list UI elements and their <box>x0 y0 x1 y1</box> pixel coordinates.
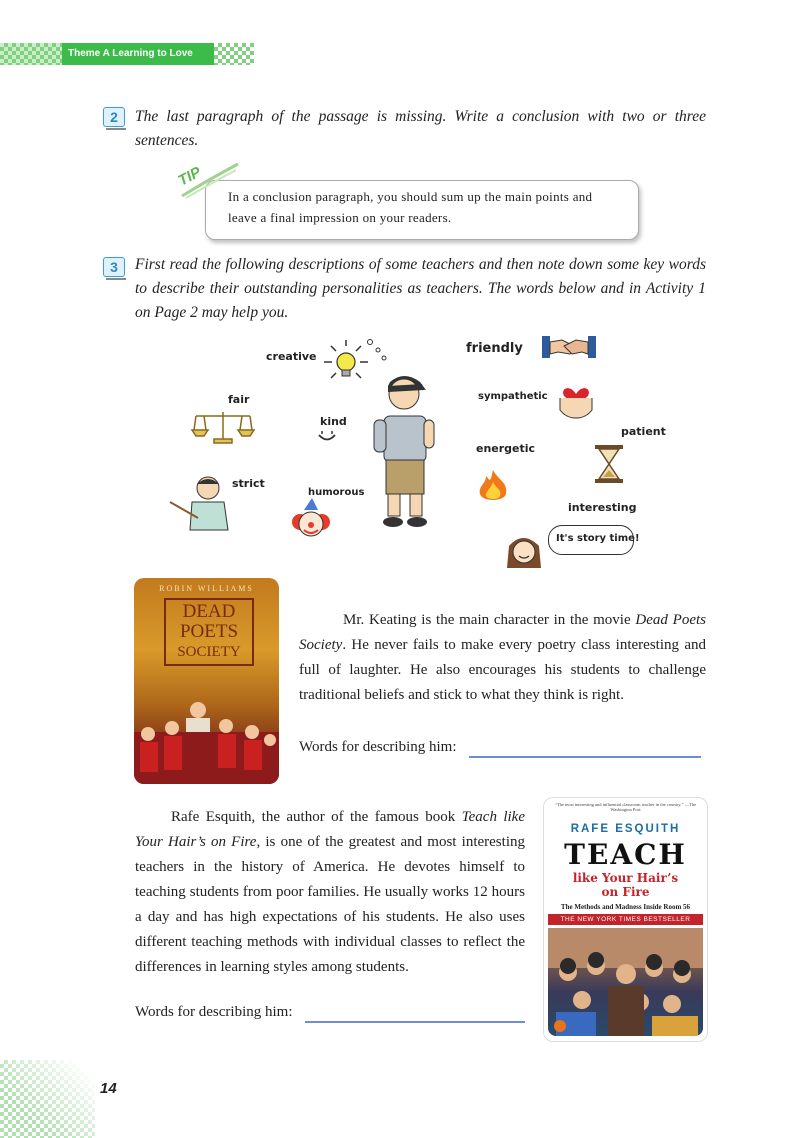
cover-methods: The Methods and Madness Inside Room 56 <box>560 903 691 911</box>
dead-poets-society-cover <box>134 578 279 784</box>
word-creative: creative <box>266 350 317 363</box>
activity-2-number: 2 <box>103 107 125 127</box>
heart-hands-icon <box>556 380 596 420</box>
cover-subtitle: like Your Hair’s on Fire <box>572 871 679 899</box>
tip-tag: TIP <box>175 163 204 190</box>
hourglass-icon <box>594 444 624 484</box>
word-strict: strict <box>232 477 265 490</box>
cover-classroom-photo <box>548 928 703 1036</box>
keating-words-label: Words for describing him: <box>299 739 457 755</box>
header-checker-tail <box>214 43 254 65</box>
word-humorous: humorous <box>308 487 365 498</box>
keating-answer-line[interactable] <box>469 756 701 758</box>
scales-icon <box>190 408 256 444</box>
word-energetic: energetic <box>476 442 536 455</box>
teach-like-your-hairs-on-fire-cover <box>543 797 708 1042</box>
thinking-boy-icon <box>366 368 438 534</box>
cover-title: TEACH <box>564 838 687 871</box>
cover-students-image <box>134 698 279 784</box>
word-interesting: interesting <box>568 501 637 514</box>
girl-storyteller-icon <box>503 532 545 572</box>
strict-teacher-icon <box>168 474 238 532</box>
footer-checker-pattern <box>0 1060 95 1138</box>
word-sympathetic: sympathetic <box>478 391 548 402</box>
clown-icon <box>288 498 332 542</box>
cover-bestseller-banner: THE NEW YORK TIMES BESTSELLER <box>548 914 703 925</box>
esquith-answer-line[interactable] <box>305 1021 525 1023</box>
word-friendly: friendly <box>466 341 523 356</box>
activity-3-number: 3 <box>103 257 125 277</box>
esquith-words-label: Words for describing him: <box>135 1004 293 1020</box>
activity-2-instruction: The last paragraph of the passage is missing. Write a conclusion with two or three sentences. <box>135 108 706 149</box>
cover-title: DEAD POETS SOCIETY <box>164 598 254 666</box>
cover-quote: “The most interesting and influential classroom teacher in the country.” —The Washington Post <box>554 802 697 812</box>
handshake-icon <box>540 332 598 362</box>
header-checker-pattern <box>0 43 62 65</box>
fire-icon <box>476 468 510 504</box>
activity-3-instruction: First read the following descriptions of some teachers and then note down some key words to describe their outstanding personalities as teachers. The words below and in Activity 1 on Page 2 may help you. <box>135 256 706 321</box>
tip-text: In a conclusion paragraph, you should sum up the main points and leave a final impression on your readers. <box>228 189 593 225</box>
keating-paragraph: Mr. Keating is the main character in the movie Dead Poets Society. He never fails to make every poetry class interesting and full of laughter. He also encourages his students to challenge traditional beliefs and stick to what they think is right. <box>299 612 706 703</box>
word-fair: fair <box>228 393 250 406</box>
esquith-paragraph: Rafe Esquith, the author of the famous book Teach like Your Hair’s on Fire, is one of the greatest and most interesting teachers in the history of America. He devotes himself to teaching students from poor families. He usually works 12 hours a day and has high expectations of his students. He also uses different teaching methods with individual classes to reflect the differences in learning styles among students. <box>135 809 525 975</box>
word-kind: kind <box>320 415 347 428</box>
cover-author: RAFE ESQUITH <box>570 823 681 835</box>
page-number: 14 <box>100 1080 117 1097</box>
smile-icon <box>316 430 338 446</box>
speech-bubble-text: It's story time! <box>556 533 640 544</box>
word-patient: patient <box>621 425 666 438</box>
cover-author: ROBIN WILLIAMS <box>159 584 254 593</box>
theme-label: Theme A Learning to Love <box>62 43 214 65</box>
